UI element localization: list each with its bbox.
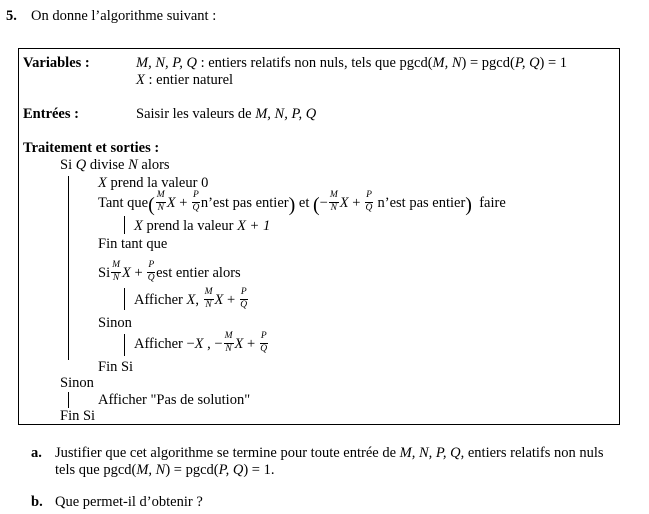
while-line: Tant que ( $\frac{M}{N}$ X + $\frac{P}{Q}$ n’est pas entier ) et ( − $\frac{M}{N}$ X + $\frac{P}{Q}$ n’est pas entier ) faire	[98, 190, 506, 216]
while-body-bar	[124, 216, 125, 234]
processing-label: Traitement et sorties :	[23, 140, 160, 156]
inputs-label: Entrées :	[23, 106, 79, 122]
question-b-label: b.	[31, 494, 43, 510]
question-a-line1: Justifier que cet algorithme se termine pour toute entrée de M, N, P, Q, entiers relatifs non nuls	[55, 445, 604, 461]
if-block-bar	[68, 176, 69, 360]
question-a-label: a.	[31, 445, 42, 461]
then-body-bar	[124, 288, 125, 310]
end-if-inner: Fin Si	[98, 359, 134, 375]
if-q-divides-n: Si Q divise N alors	[60, 157, 170, 173]
variables-label: Variables :	[23, 55, 90, 71]
x-increment: X prend la valeur X + 1	[134, 218, 271, 234]
inputs-text: Saisir les valeurs de M, N, P, Q	[136, 106, 317, 122]
display-negative: Afficher − X , − $\frac{M}{N}$ X + $\frac{P}{Q}$	[134, 331, 268, 354]
end-if-outer: Fin Si	[60, 408, 96, 424]
variables-line-1: M, N, P, Q : entiers relatifs non nuls, tels que pgcd(M, N) = pgcd(P, Q) = 1	[136, 55, 568, 71]
no-solution: Afficher "Pas de solution"	[98, 392, 251, 408]
display-positive: Afficher X , $\frac{M}{N}$ X + $\frac{P}{Q}$	[134, 287, 248, 310]
else-body-bar	[124, 334, 125, 356]
x-takes-zero: X prend la valeur 0	[98, 175, 209, 191]
question-a-line2: tels que pgcd(M, N) = pgcd(P, Q) = 1.	[55, 462, 275, 478]
end-while: Fin tant que	[98, 236, 168, 252]
exercise-number: 5.	[6, 8, 17, 24]
if-integer-line: Si $\frac{M}{N}$ X + $\frac{P}{Q}$ est entier alors	[98, 260, 241, 283]
question-b-text: Que permet-il d’obtenir ?	[55, 494, 203, 510]
else-outer-bar	[68, 392, 69, 408]
else-inner: Sinon	[98, 315, 132, 331]
else-outer: Sinon	[60, 375, 94, 391]
exercise-intro: On donne l’algorithme suivant :	[31, 8, 217, 24]
variables-line-2: X : entier naturel	[136, 72, 234, 88]
